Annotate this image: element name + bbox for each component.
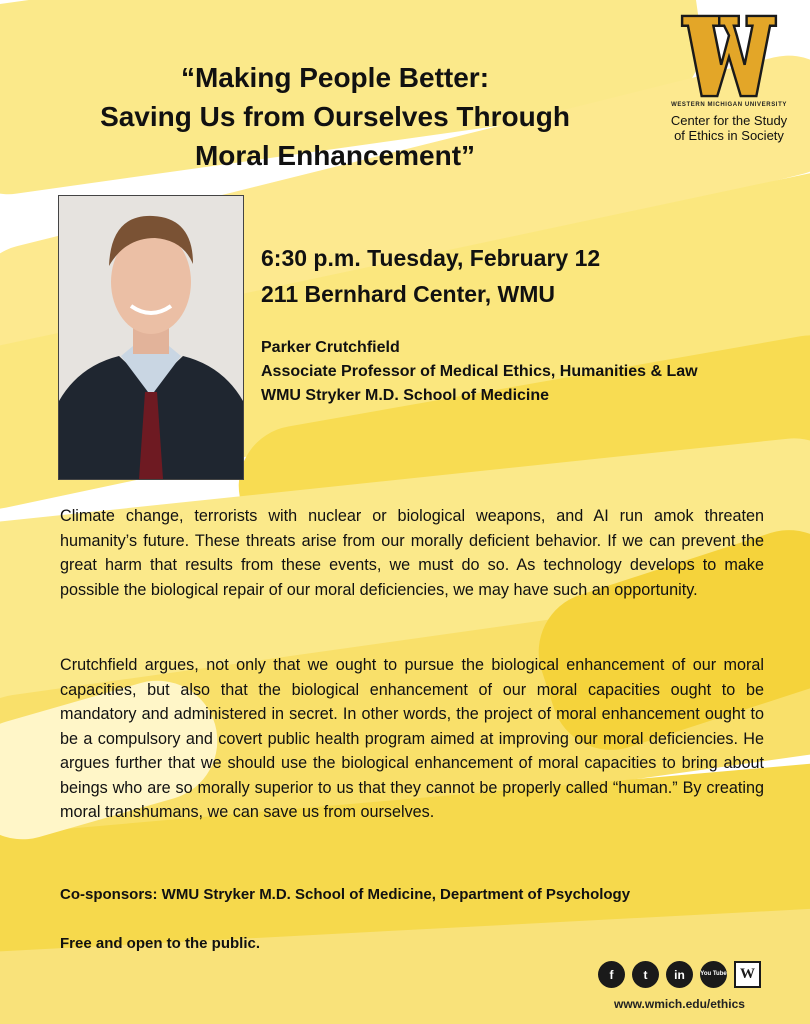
title-line-3: Moral Enhancement” <box>194 140 476 171</box>
event-title <box>40 58 630 175</box>
admission-note: Free and open to the public. <box>60 935 261 952</box>
speaker-info <box>261 336 698 408</box>
speaker-photo <box>58 195 244 480</box>
center-name-line-1: Center for the Study <box>670 113 788 128</box>
center-name <box>664 113 794 143</box>
title-line-1: “Making People Better: <box>180 62 490 93</box>
event-time-date: 6:30 p.m. Tuesday, February 12 <box>261 245 601 271</box>
linkedin-icon[interactable]: in <box>666 961 693 988</box>
title-line-2: Saving Us from Ourselves Through <box>100 101 570 132</box>
center-name-line-2: of Ethics in Society <box>674 128 784 143</box>
co-sponsors: Co-sponsors: WMU Stryker M.D. School of Medicine, Department of Psychology <box>60 886 631 903</box>
wmu-logo <box>664 14 794 143</box>
blog-icon[interactable]: W <box>734 961 761 988</box>
twitter-icon[interactable]: t <box>632 961 659 988</box>
wmu-w-logo-icon <box>680 14 778 98</box>
description-paragraph-2: Crutchfield argues, not only that we ought to pursue the biological enhancement of our moral capacities, but also that the biological enhancement of our moral capacities ought to be mandatory and administered in secret. In other words, the project of moral enhancement ought to be a compulsory and covert public health program aimed at improving our moral deficiencies. He argues further that we should use the biological enhancement of moral capacities to bring about beings who are so morally superior to us that they cannot be properly called “human.” By creating moral transhumans, we can save us from ourselves. <box>60 656 764 821</box>
speaker-title: Associate Professor of Medical Ethics, Humanities & Law <box>261 363 698 380</box>
description-paragraph-1: Climate change, terrorists with nuclear or biological weapons, and AI run amok threaten humanity’s future. These threats arise from our morally deficient behavior. If we can prevent the great harm that results from these events, we must do so. As technology develops to make possible the biological repair of our moral deficiencies, we may have such an opportunity. <box>60 507 764 599</box>
website-url[interactable]: www.wmich.edu/ethics <box>614 997 745 1011</box>
event-details <box>261 240 600 312</box>
youtube-icon[interactable]: You Tube <box>700 961 727 988</box>
social-links <box>598 961 761 988</box>
university-name: WESTERN MICHIGAN UNIVERSITY <box>671 102 787 108</box>
speaker-affiliation: WMU Stryker M.D. School of Medicine <box>261 387 550 404</box>
event-location: 211 Bernhard Center, WMU <box>261 281 555 307</box>
facebook-icon[interactable]: f <box>598 961 625 988</box>
speaker-name: Parker Crutchfield <box>261 339 400 356</box>
